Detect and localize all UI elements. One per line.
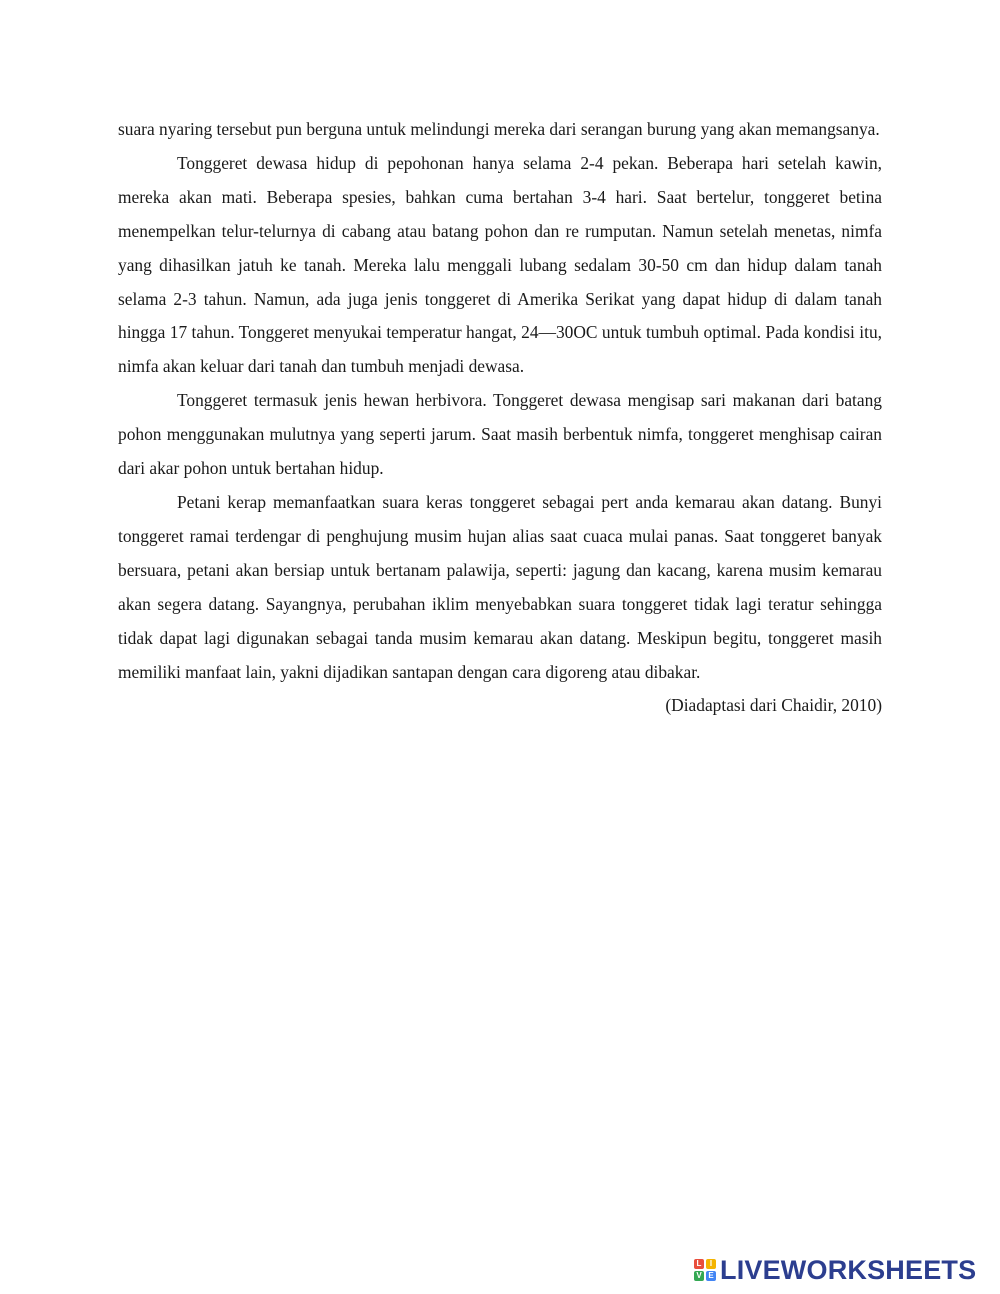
paragraph-2: Tonggeret dewasa hidup di pepohonan hanya selama 2-4 pekan. Beberapa hari setelah kawin, mereka akan mati. Beberapa spesies, bahkan cuma bertahan 3-4 hari. Saat bertelur, tonggeret betina menempelkan telur-telurnya di cabang atau batang pohon dan re rumputan. Namun setelah menetas, nimfa yang dihasilkan jatuh ke tanah. Mereka lalu menggali lubang sedalam 30-50 cm dan hidup dalam tanah selama 2-3 tahun. Namun, ada juga jenis tonggeret di Amerika Serikat yang dapat hidup di dalam tanah hingga 17 tahun. Tonggeret menyukai temperatur hangat, 24—30OC untuk tumbuh optimal. Pada kondisi itu, nimfa akan keluar dari tanah dan tumbuh menjadi dewasa. — [118, 152, 882, 377]
paragraph-4: Petani kerap memanfaatkan suara keras tonggeret sebagai pert anda kemarau akan datang. Bunyi tonggeret ramai terdengar di penghujung musim hujan alias saat cuaca mulai panas. Saat tonggeret banyak bersuara, petani akan bersiap untuk bertanam palawija, seperti: jagung dan kacang, karena musim kemarau akan segera datang. Sayangnya, perubahan iklim menyebabkan suara tonggeret tidak lagi teratur sehingga tidak dapat lagi digunakan sebagai tanda musim kemarau akan datang. Meskipun begitu, tonggeret masih memiliki manfaat lain, yakni dijadikan santapan dengan cara digoreng atau dibakar. — [118, 491, 882, 682]
liveworksheets-logo — [694, 1256, 976, 1284]
logo-text: LIVEWORKSHEETS — [720, 1255, 977, 1285]
document-page — [118, 113, 882, 723]
logo-letter-l: L — [694, 1259, 704, 1269]
logo-letter-e: E — [706, 1271, 716, 1281]
logo-letter-v: V — [694, 1271, 704, 1281]
logo-mark-icon — [694, 1259, 716, 1281]
source-citation: (Diadaptasi dari Chaidir, 2010) — [665, 695, 882, 716]
paragraph-1: suara nyaring tersebut pun berguna untuk melindungi mereka dari serangan burung yang akan memangsanya. — [118, 119, 880, 139]
logo-letter-i: I — [706, 1259, 716, 1269]
paragraph-3: Tonggeret termasuk jenis hewan herbivora. Tonggeret dewasa mengisap sari makanan dari batang pohon menggunakan mulutnya yang seperti jarum. Saat masih berbentuk nimfa, tonggeret menghisap cairan dari akar pohon untuk bertahan hidup. — [118, 390, 882, 479]
